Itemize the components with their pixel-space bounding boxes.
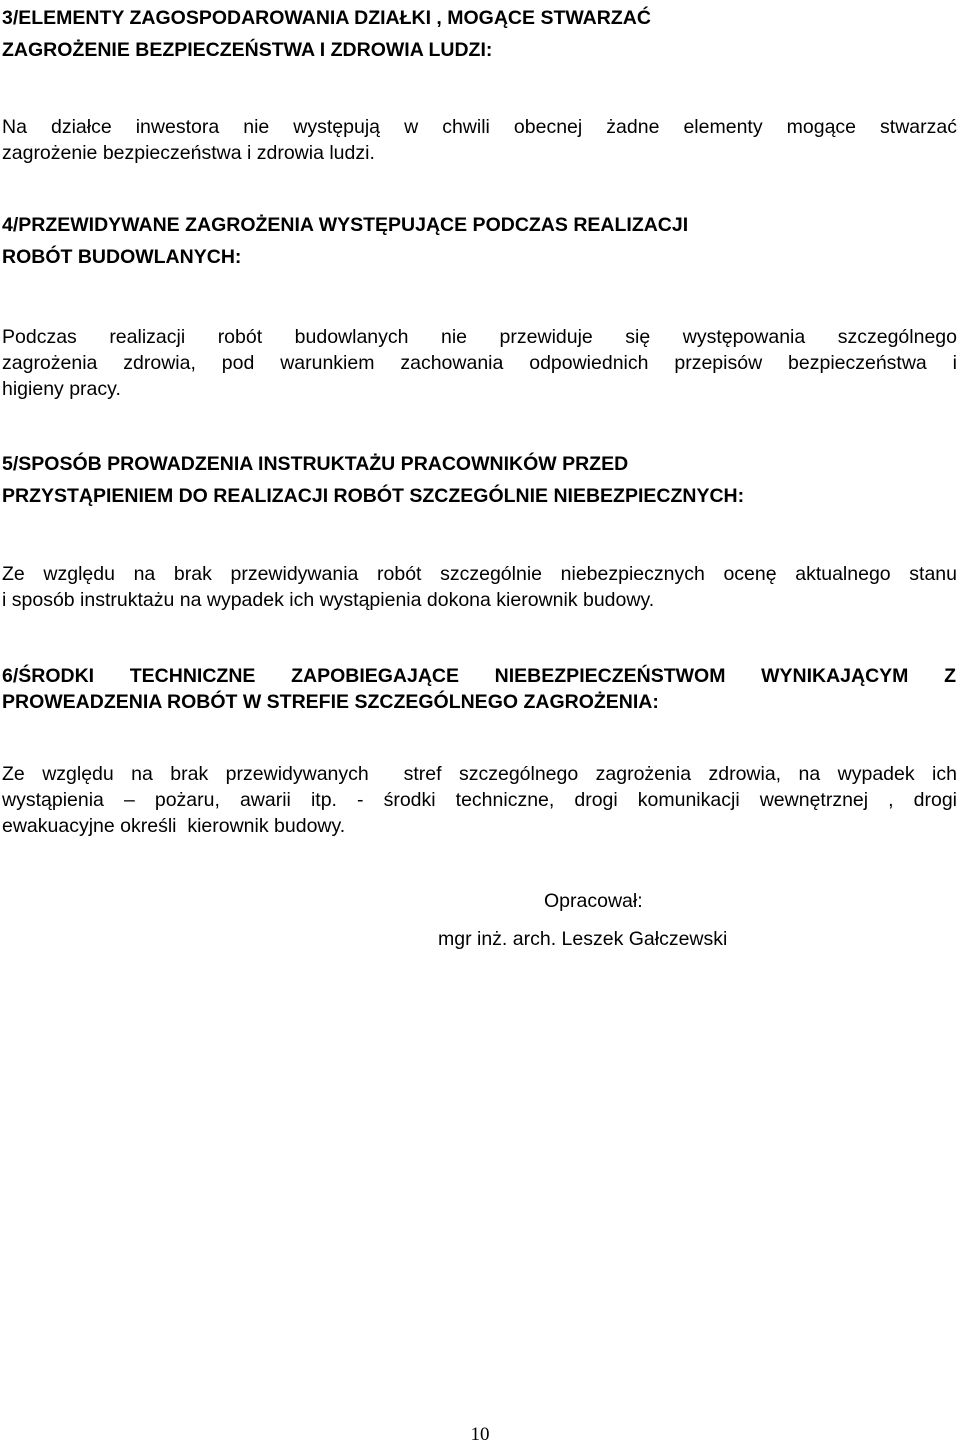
section-3-heading <box>2 2 956 66</box>
section-3-heading-line-1: 3/ELEMENTY ZAGOSPODAROWANIA DZIAŁKI , MOGĄCE STWARZAĆ <box>2 7 651 29</box>
section-4-paragraph-line-1 <box>2 324 957 350</box>
section-5-heading <box>2 448 956 512</box>
signature-name: mgr inż. arch. Leszek Gałczewski <box>438 928 728 950</box>
section-6-paragraph-line-2-text: wystąpienia – pożaru, awarii itp. - środki techniczne, drogi komunikacji wewnętrznej , drogi <box>2 789 957 811</box>
section-6-heading <box>2 660 956 718</box>
section-3-paragraph <box>2 114 957 166</box>
section-4-heading-line-2: ROBÓT BUDOWLANYCH: <box>2 246 242 268</box>
section-3-heading-line-2: ZAGROŻENIE BEZPIECZEŃSTWA I ZDROWIA LUDZI: <box>2 39 493 61</box>
section-5-paragraph-line-1-text: Ze względu na brak przewidywania robót szczególnie niebezpiecznych ocenę aktualnego stanu <box>2 563 957 585</box>
section-6-paragraph <box>2 761 957 839</box>
signature-label: Opracował: <box>544 890 643 912</box>
section-4-paragraph <box>2 324 957 402</box>
section-6-paragraph-line-2 <box>2 787 957 813</box>
section-4-heading <box>2 209 956 273</box>
section-5-paragraph-line-1 <box>2 561 957 587</box>
section-6-heading-line-2: PROWEADZENIA ROBÓT W STREFIE SZCZEGÓLNEGO ZAGROŻENIA: <box>2 691 659 713</box>
section-6-paragraph-line-1 <box>2 761 957 787</box>
section-4-paragraph-line-2-text: zagrożenia zdrowia, pod warunkiem zachowania odpowiednich przepisów bezpieczeństwa i <box>2 352 957 374</box>
section-5-paragraph-line-2: i sposób instruktażu na wypadek ich wystąpienia dokona kierownik budowy. <box>2 589 655 611</box>
section-6-paragraph-line-3: ewakuacyjne określi kierownik budowy. <box>2 815 346 837</box>
section-3-paragraph-line-1-text: Na działce inwestora nie występują w chwili obecnej żadne elementy mogące stwarzać <box>2 116 957 138</box>
section-4-paragraph-line-1-text: Podczas realizacji robót budowlanych nie przewiduje się występowania szczególnego <box>2 326 957 348</box>
section-4-paragraph-line-2 <box>2 350 957 376</box>
section-3-paragraph-line-2: zagrożenie bezpieczeństwa i zdrowia ludzi. <box>2 142 375 164</box>
section-5-paragraph <box>2 561 957 613</box>
section-6-heading-line-1-text: 6/ŚRODKI TECHNICZNE ZAPOBIEGAJĄCE NIEBEZPIECZEŃSTWOM WYNIKAJĄCYM Z <box>2 665 956 687</box>
section-4-heading-line-1: 4/PRZEWIDYWANE ZAGROŻENIA WYSTĘPUJĄCE PODCZAS REALIZACJI <box>2 214 689 236</box>
section-5-heading-line-1: 5/SPOSÓB PROWADZENIA INSTRUKTAŻU PRACOWNIKÓW PRZED <box>2 453 629 475</box>
section-6-paragraph-line-1-text: Ze względu na brak przewidywanych stref szczególnego zagrożenia zdrowia, na wypadek ich <box>2 763 957 785</box>
section-5-heading-line-2: PRZYSTĄPIENIEM DO REALIZACJI ROBÓT SZCZEGÓLNIE NIEBEZPIECZNYCH: <box>2 485 745 507</box>
section-3-paragraph-line-1 <box>2 114 957 140</box>
section-4-paragraph-line-3: higieny pracy. <box>2 378 121 400</box>
page-number: 10 <box>470 1424 490 1445</box>
